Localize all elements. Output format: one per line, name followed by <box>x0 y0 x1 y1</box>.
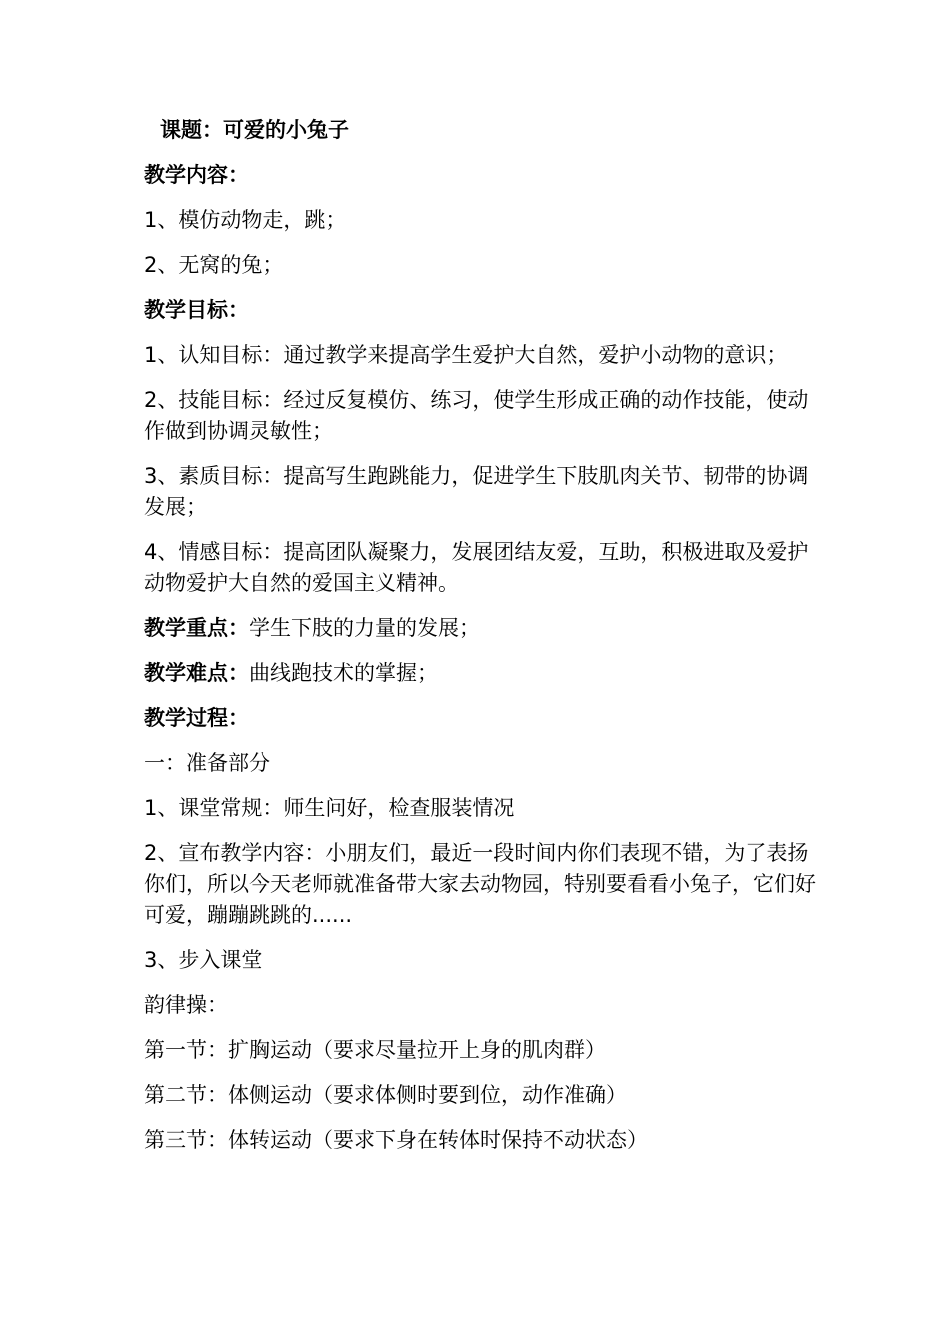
goal-item-cognitive: 1、认知目标：通过教学来提高学生爱护大自然，爱护小动物的意识； <box>144 343 788 367</box>
key-point-paragraph <box>144 613 824 644</box>
difficulty-label: 教学难点： <box>144 661 249 685</box>
process-item-section-2: 第二节：体侧运动（要求体侧时要到位，动作准确） <box>144 1083 627 1107</box>
content-item-2: 2、无窝的兔； <box>144 253 284 277</box>
goal-item-skill: 2、技能目标：经过反复模仿、练习，使学生形成正确的动作技能，使动作做到协调灵敏性； <box>144 388 809 443</box>
process-item-preparation: 一：准备部分 <box>144 751 270 775</box>
process-item-routine: 1、课堂常规：师生问好，检查服装情况 <box>144 796 515 820</box>
goal-item-emotion: 4、情感目标：提高团队凝聚力，发展团结友爱，互助，积极进取及爱护动物爱护大自然的爱国主义精神。 <box>144 540 809 595</box>
key-point-text: 学生下肢的力量的发展； <box>249 616 480 640</box>
goal-item-quality: 3、素质目标：提高写生跑跳能力，促进学生下肢肌肉关节、韧带的协调发展； <box>144 464 809 519</box>
process-item-rhythm-exercise: 韵律操： <box>144 993 228 1017</box>
lesson-title: 课题：可爱的小兔子 <box>160 118 349 142</box>
process-item-enter-class: 3、步入课堂 <box>144 948 263 972</box>
content-heading: 教学内容： <box>144 163 249 187</box>
process-heading: 教学过程： <box>144 706 249 730</box>
process-item-announcement: 2、宣布教学内容：小朋友们，最近一段时间内你们表现不错，为了表扬你们，所以今天老师就准备带大家去动物园，特别要看看小兔子，它们好可爱，蹦蹦跳跳的...... <box>144 841 816 927</box>
goals-heading: 教学目标： <box>144 298 249 322</box>
key-point-label: 教学重点： <box>144 616 249 640</box>
document-page <box>144 114 824 1170</box>
difficulty-text: 曲线跑技术的掌握； <box>249 661 438 685</box>
process-item-section-1: 第一节：扩胸运动（要求尽量拉开上身的肌肉群） <box>144 1038 606 1062</box>
process-item-section-3: 第三节：体转运动（要求下身在转体时保持不动状态） <box>144 1128 648 1152</box>
content-item-1: 1、模仿动物走，跳； <box>144 208 347 232</box>
difficulty-paragraph <box>144 658 824 689</box>
